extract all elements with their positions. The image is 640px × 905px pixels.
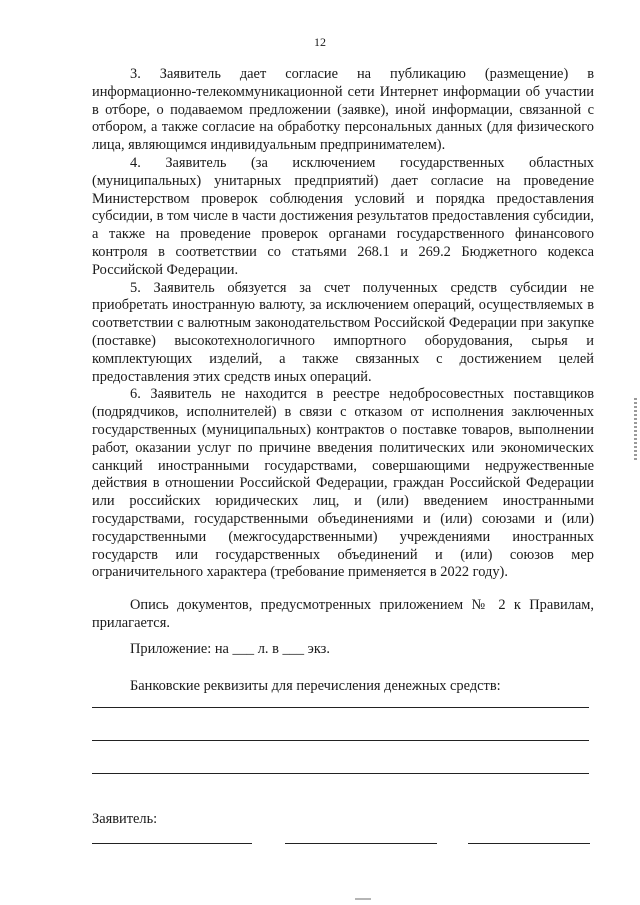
documents-inventory-note: Опись документов, предусмотренных приложением № 2 к Правилам, прилагается. <box>92 597 594 631</box>
applicant-label: Заявитель: <box>92 811 158 827</box>
applicant-name-line <box>468 843 590 844</box>
applicant-signature-line <box>285 843 437 844</box>
scan-bottom-mark <box>355 898 371 900</box>
document-body <box>92 66 594 633</box>
paragraph-4-consent-inspection: 4. Заявитель (за исключением государственных областных (муниципальных) унитарных предприятий) дает согласие на проведение Министерством проверок соблюдения условий и порядка предоставления субсидии, в том числе в части достижения результатов предоставления субсидии, а также на проведение проверок органами государственного финансового контроля в соответствии со статьями 268.1 и 269.2 Бюджетного кодекса Российской Федерации. <box>92 154 594 278</box>
page-number: 12 <box>314 35 326 49</box>
bank-details-line-2 <box>92 740 589 741</box>
paragraph-3-consent-publication: 3. Заявитель дает согласие на публикацию (размещение) в информационно-телекоммуникационной сети Интернет информации об участии в отборе, о подаваемом предложении (заявке), иной информации, связанной с отбором, а также согласие на обработку персональных данных (для физического лица, являющимся индивидуальным предпринимателем). <box>92 66 594 154</box>
bank-details-label: Банковские реквизиты для перечисления денежных средств: <box>130 678 501 694</box>
appendix-line: Приложение: на ___ л. в ___ экз. <box>130 641 330 657</box>
bank-details-line-3 <box>92 773 589 774</box>
paragraph-6-supplier-registry: 6. Заявитель не находится в реестре недобросовестных поставщиков (подрядчиков, исполнителей) в связи с отказом от исполнения заключенных государственных (муниципальных) контрактов о поставке товаров, выполнении работ, оказании услуг по причине введения политических или экономических санкций иностранными государствами, совершающими недружественные действия в отношении Российской Федерации, граждан Российской Федерации или российских юридических лиц, и (или) введением иностранными государствами, государственными объединениями и (или) союзами и (или) государственными (межгосударственными) учреждениями иностранных государств или государственных объединений и (или) союзов мер ограничительного характера (требование применяется в 2022 году). <box>92 386 594 581</box>
scan-margin-mark <box>634 398 637 460</box>
bank-details-line-1 <box>92 707 589 708</box>
paragraph-5-currency-obligation: 5. Заявитель обязуется за счет полученных средств субсидии не приобретать иностранную валюту, за исключением операций, осуществляемых в соответствии с валютным законодательством Российской Федерации при закупке (поставке) высокотехнологичного импортного оборудования, сырья и комплектующих изделий, а также связанных с достижением целей предоставления этих средств иных операций. <box>92 279 594 385</box>
applicant-position-line <box>92 843 252 844</box>
